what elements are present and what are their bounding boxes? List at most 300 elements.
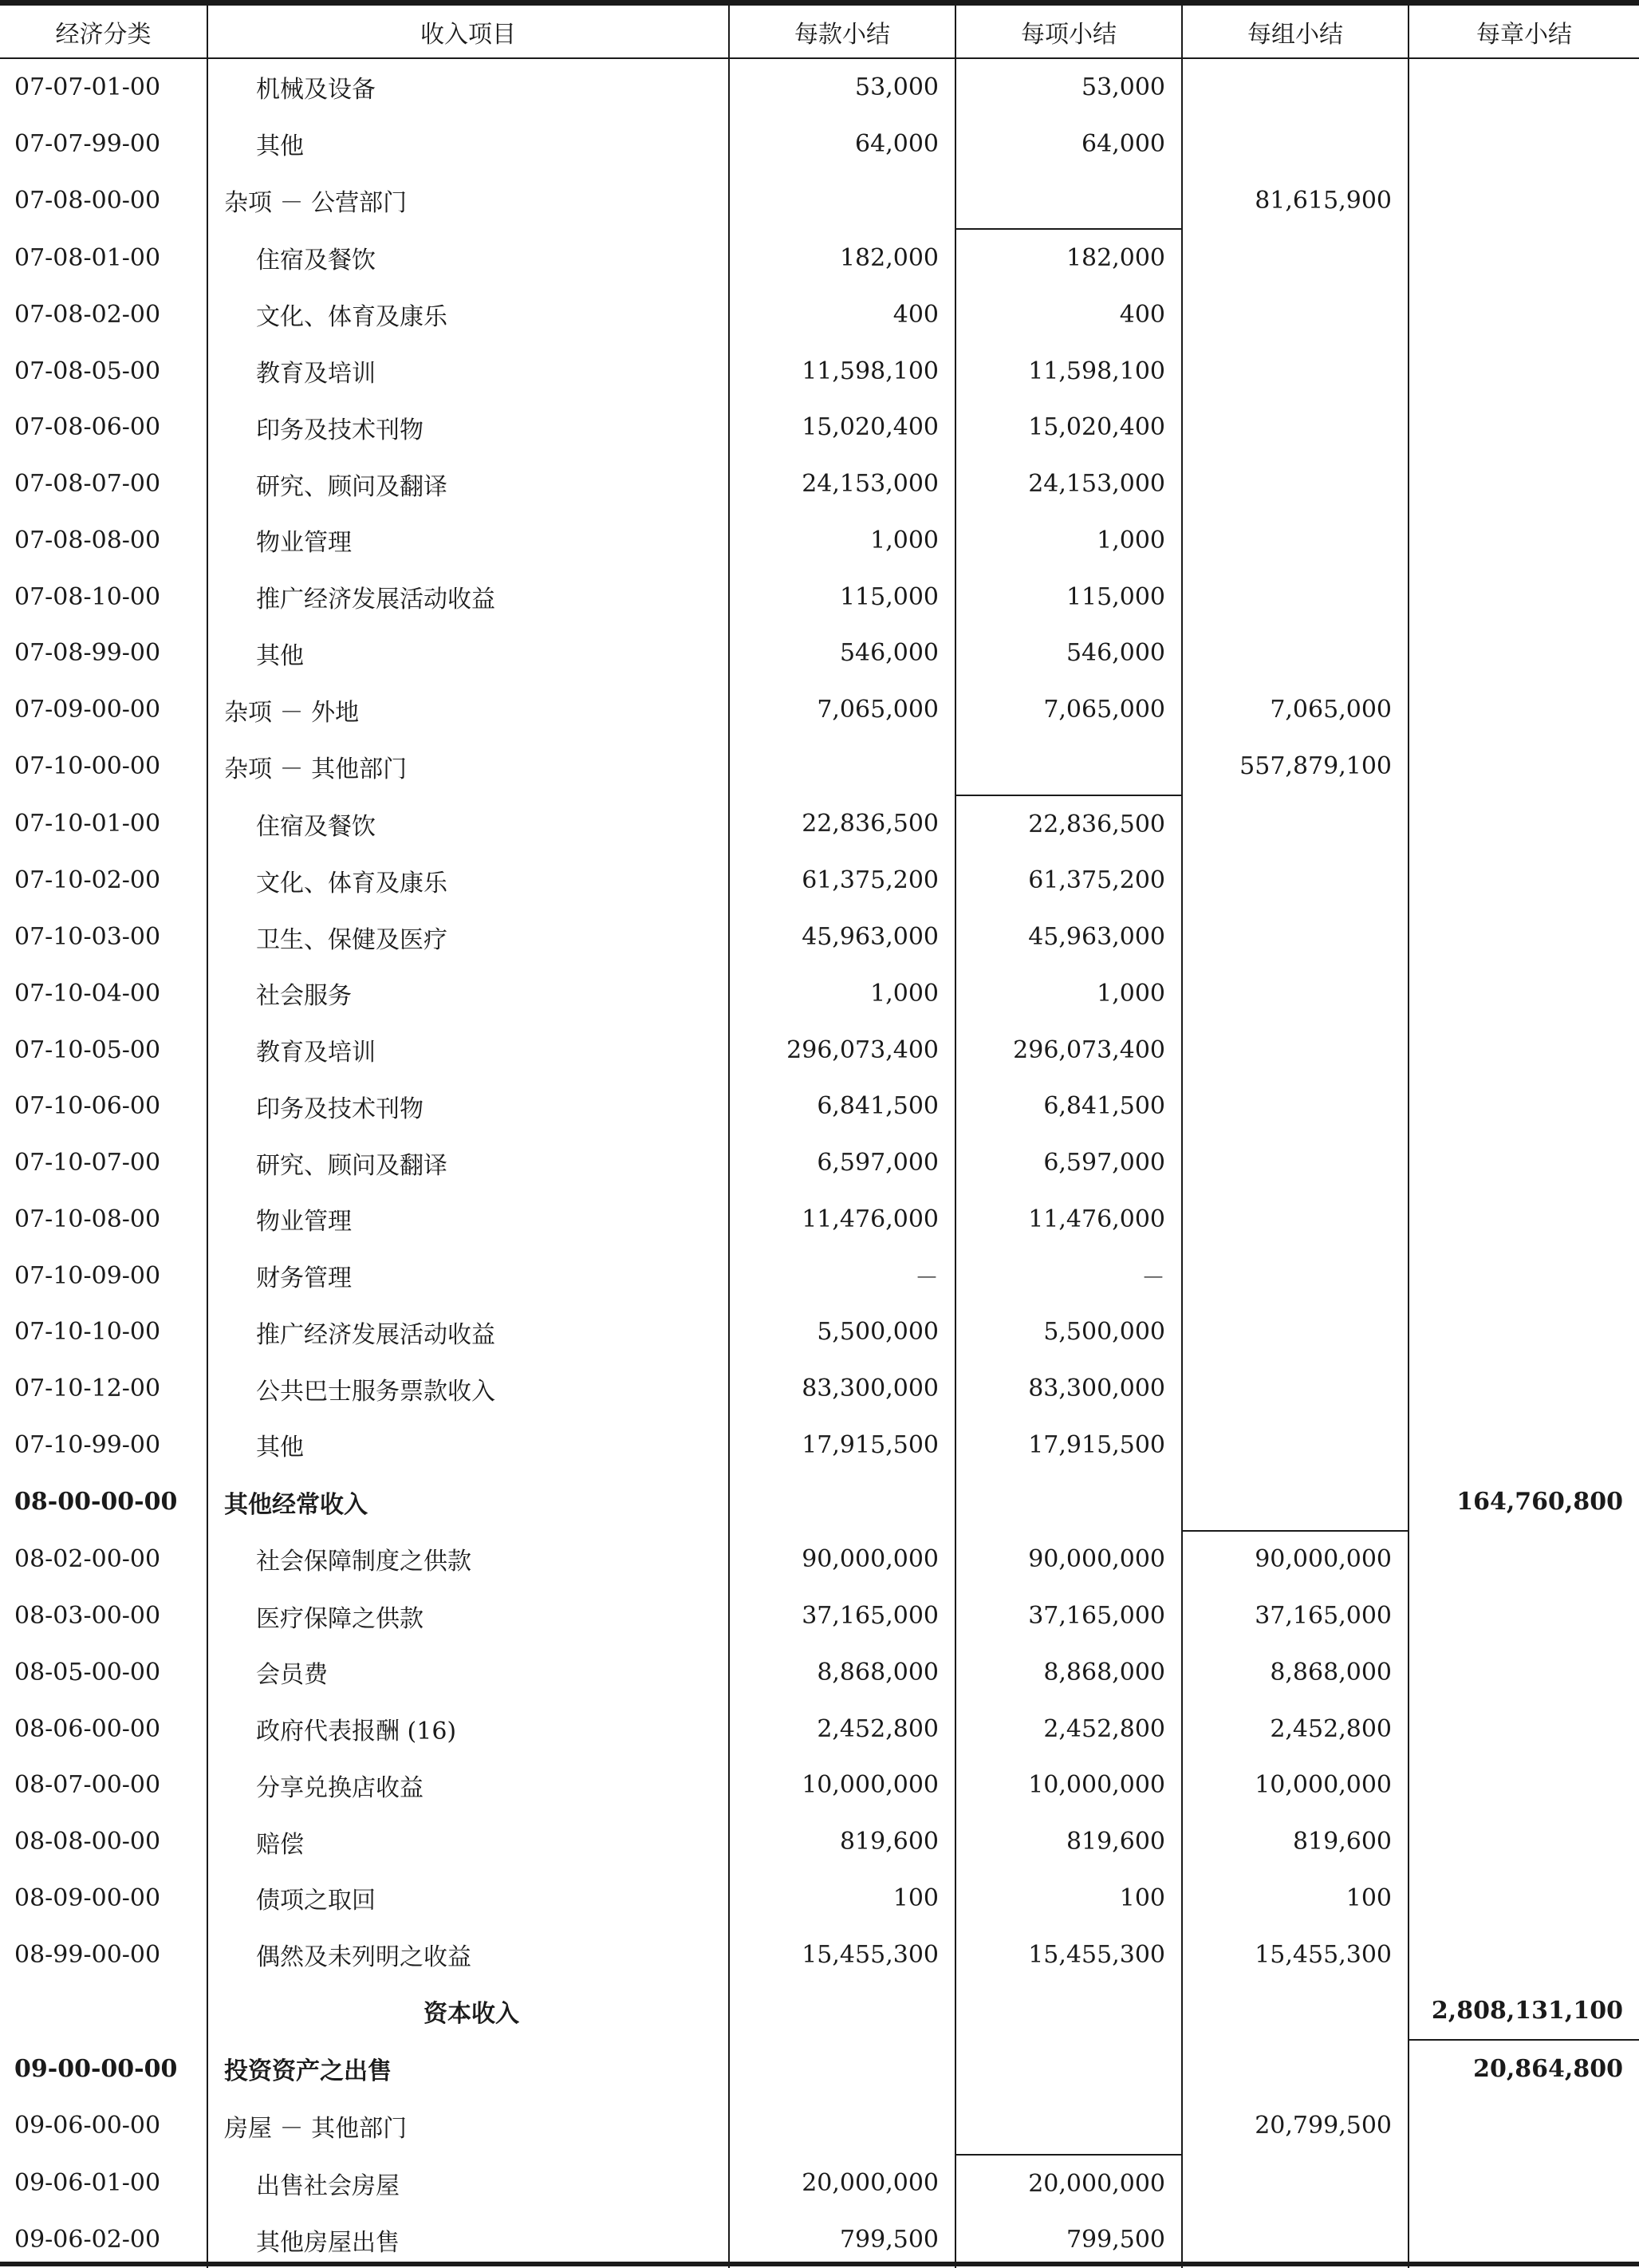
- header-subtotal-per-item: 每项小结: [955, 6, 1182, 58]
- row-article-subtotal: 8,868,000: [729, 1644, 955, 1701]
- row-code: 07-07-99-00: [0, 116, 207, 172]
- row-item-label: 其他: [224, 642, 304, 670]
- row-group-subtotal: [1182, 795, 1409, 853]
- row-item-subtotal: 17,915,500: [955, 1417, 1182, 1473]
- row-article-subtotal: 15,020,400: [729, 400, 955, 456]
- row-group-subtotal: [1182, 1360, 1409, 1417]
- table-row: [0, 456, 1639, 512]
- row-item-subtotal: 37,165,000: [955, 1588, 1182, 1644]
- row-group-subtotal: 20,799,500: [1182, 2097, 1409, 2155]
- table-row: [0, 1870, 1639, 1927]
- row-item: [207, 1191, 729, 1248]
- row-item-label: 研究、顾问及翻译: [224, 1152, 447, 1180]
- table-row: [0, 286, 1639, 343]
- row-code: 08-03-00-00: [0, 1588, 207, 1644]
- table-row: [0, 512, 1639, 569]
- row-item-label: 资本收入: [224, 2000, 519, 2028]
- row-chapter-subtotal: [1409, 1813, 1639, 1870]
- row-chapter-subtotal: [1409, 569, 1639, 625]
- row-item-label: 会员费: [224, 1661, 328, 1689]
- row-article-subtotal: 182,000: [729, 229, 955, 286]
- row-article-subtotal: 400: [729, 286, 955, 343]
- table-row: [0, 1079, 1639, 1135]
- row-item-label: 研究、顾问及翻译: [224, 473, 447, 501]
- row-item: [207, 58, 729, 116]
- row-item-label: 房屋 － 其他部门: [224, 2115, 407, 2143]
- row-item: [207, 229, 729, 286]
- table-row: [0, 625, 1639, 682]
- row-chapter-subtotal: [1409, 2155, 1639, 2212]
- row-article-subtotal: 37,165,000: [729, 1588, 955, 1644]
- header-revenue-item: 收入项目: [207, 6, 729, 58]
- row-group-subtotal: [1182, 400, 1409, 456]
- row-code: 07-10-03-00: [0, 909, 207, 965]
- row-article-subtotal: 1,000: [729, 512, 955, 569]
- row-item: [207, 1473, 729, 1531]
- row-code: 07-08-10-00: [0, 569, 207, 625]
- row-item-label: 偶然及未列明之收益: [224, 1943, 471, 1971]
- row-article-subtotal: 45,963,000: [729, 909, 955, 965]
- row-item-subtotal: 546,000: [955, 625, 1182, 682]
- table-row: [0, 1701, 1639, 1757]
- row-code: 08-99-00-00: [0, 1927, 207, 1983]
- row-group-subtotal: 81,615,900: [1182, 172, 1409, 230]
- row-chapter-subtotal: [1409, 1191, 1639, 1248]
- row-item: [207, 1588, 729, 1644]
- row-item-subtotal: 64,000: [955, 116, 1182, 172]
- table-row: [0, 2097, 1639, 2155]
- row-group-subtotal: 2,452,800: [1182, 1701, 1409, 1757]
- row-group-subtotal: 37,165,000: [1182, 1588, 1409, 1644]
- row-item-subtotal: [955, 172, 1182, 230]
- row-item-subtotal: 61,375,200: [955, 853, 1182, 909]
- row-item: [207, 909, 729, 965]
- table-row: [0, 58, 1639, 116]
- row-item-subtotal: 45,963,000: [955, 909, 1182, 965]
- row-item-subtotal: 2,452,800: [955, 1701, 1182, 1757]
- row-chapter-subtotal: [1409, 2212, 1639, 2268]
- row-item-subtotal: 11,598,100: [955, 343, 1182, 400]
- row-group-subtotal: [1182, 1079, 1409, 1135]
- row-article-subtotal: 22,836,500: [729, 795, 955, 853]
- table-row: [0, 1360, 1639, 1417]
- row-item: [207, 1701, 729, 1757]
- table-row: [0, 1531, 1639, 1588]
- row-item: [207, 1134, 729, 1191]
- row-group-subtotal: [1182, 1248, 1409, 1304]
- table-row: [0, 1927, 1639, 1983]
- table-row: [0, 1248, 1639, 1304]
- row-item-label: 其他经常收入: [224, 1491, 368, 1519]
- row-article-subtotal: 2,452,800: [729, 1701, 955, 1757]
- row-code: 08-07-00-00: [0, 1757, 207, 1814]
- row-item: [207, 1022, 729, 1079]
- row-group-subtotal: [1182, 456, 1409, 512]
- row-item: [207, 569, 729, 625]
- row-article-subtotal: 7,065,000: [729, 681, 955, 738]
- row-item: [207, 343, 729, 400]
- row-article-subtotal: －: [729, 1248, 955, 1304]
- row-group-subtotal: [1182, 1134, 1409, 1191]
- table-row: [0, 400, 1639, 456]
- row-item-subtotal: 15,020,400: [955, 400, 1182, 456]
- row-item-subtotal: 296,073,400: [955, 1022, 1182, 1079]
- table-row: [0, 229, 1639, 286]
- row-article-subtotal: [729, 172, 955, 230]
- row-group-subtotal: [1182, 58, 1409, 116]
- row-item-label: 分享兑换店收益: [224, 1774, 424, 1802]
- row-item-subtotal: 7,065,000: [955, 681, 1182, 738]
- table-header: [0, 6, 1639, 58]
- row-group-subtotal: 90,000,000: [1182, 1531, 1409, 1588]
- row-article-subtotal: 64,000: [729, 116, 955, 172]
- table-row: [0, 909, 1639, 965]
- table-row: [0, 738, 1639, 795]
- row-item-subtotal: 24,153,000: [955, 456, 1182, 512]
- row-item: [207, 1079, 729, 1135]
- table-row: [0, 2155, 1639, 2212]
- table-row: [0, 795, 1639, 853]
- row-item-subtotal: 1,000: [955, 512, 1182, 569]
- table-row: [0, 2212, 1639, 2268]
- table-row: [0, 1134, 1639, 1191]
- row-chapter-subtotal: [1409, 1417, 1639, 1473]
- row-item-subtotal: 6,841,500: [955, 1079, 1182, 1135]
- row-article-subtotal: 53,000: [729, 58, 955, 116]
- table-row: [0, 1588, 1639, 1644]
- row-item-subtotal: 22,836,500: [955, 795, 1182, 853]
- table-row: [0, 116, 1639, 172]
- header-subtotal-per-group: 每组小结: [1182, 6, 1409, 58]
- row-item: [207, 625, 729, 682]
- row-item-label: 文化、体育及康乐: [224, 870, 447, 897]
- row-item-label: 住宿及餐饮: [224, 247, 376, 274]
- row-article-subtotal: 5,500,000: [729, 1304, 955, 1361]
- row-item-subtotal: 100: [955, 1870, 1182, 1927]
- row-article-subtotal: 17,915,500: [729, 1417, 955, 1473]
- row-group-subtotal: [1182, 2155, 1409, 2212]
- row-article-subtotal: 10,000,000: [729, 1757, 955, 1814]
- row-item-subtotal: 8,868,000: [955, 1644, 1182, 1701]
- table-row: [0, 1304, 1639, 1361]
- row-chapter-subtotal: [1409, 1079, 1639, 1135]
- row-chapter-subtotal: [1409, 1927, 1639, 1983]
- row-item-subtotal: 182,000: [955, 229, 1182, 286]
- row-item-subtotal: 11,476,000: [955, 1191, 1182, 1248]
- top-rule: [0, 0, 1639, 6]
- row-code: 07-08-01-00: [0, 229, 207, 286]
- row-chapter-subtotal: [1409, 229, 1639, 286]
- row-item-subtotal: 1,000: [955, 965, 1182, 1022]
- row-code: 07-08-08-00: [0, 512, 207, 569]
- row-item-subtotal: 83,300,000: [955, 1360, 1182, 1417]
- row-group-subtotal: [1182, 116, 1409, 172]
- row-chapter-subtotal: [1409, 456, 1639, 512]
- row-article-subtotal: 90,000,000: [729, 1531, 955, 1588]
- row-group-subtotal: [1182, 625, 1409, 682]
- row-article-subtotal: 83,300,000: [729, 1360, 955, 1417]
- row-article-subtotal: 546,000: [729, 625, 955, 682]
- row-group-subtotal: 557,879,100: [1182, 738, 1409, 795]
- row-group-subtotal: [1182, 1473, 1409, 1531]
- row-item: [207, 400, 729, 456]
- row-group-subtotal: [1182, 343, 1409, 400]
- row-chapter-subtotal: [1409, 2097, 1639, 2155]
- row-chapter-subtotal: [1409, 1870, 1639, 1927]
- row-group-subtotal: [1182, 229, 1409, 286]
- row-item-label: 教育及培训: [224, 360, 376, 388]
- table-row: [0, 681, 1639, 738]
- row-item: [207, 1644, 729, 1701]
- row-item-label: 文化、体育及康乐: [224, 303, 447, 331]
- row-code: 08-06-00-00: [0, 1701, 207, 1757]
- row-item: [207, 1870, 729, 1927]
- row-code: 07-10-01-00: [0, 795, 207, 853]
- row-chapter-subtotal: [1409, 1248, 1639, 1304]
- row-group-subtotal: [1182, 569, 1409, 625]
- row-group-subtotal: [1182, 512, 1409, 569]
- row-item-subtotal: 6,597,000: [955, 1134, 1182, 1191]
- row-group-subtotal: 7,065,000: [1182, 681, 1409, 738]
- row-chapter-subtotal: [1409, 1360, 1639, 1417]
- row-chapter-subtotal: [1409, 1644, 1639, 1701]
- row-item-label: 医疗保障之供款: [224, 1605, 424, 1633]
- bottom-rule: [0, 2262, 1639, 2266]
- row-code: 08-02-00-00: [0, 1531, 207, 1588]
- table-row: [0, 343, 1639, 400]
- row-article-subtotal: 6,841,500: [729, 1079, 955, 1135]
- row-item: [207, 2040, 729, 2097]
- row-chapter-subtotal: [1409, 625, 1639, 682]
- row-group-subtotal: 10,000,000: [1182, 1757, 1409, 1814]
- row-chapter-subtotal: 2,808,131,100: [1409, 1983, 1639, 2041]
- row-item-label: 杂项 － 外地: [224, 699, 359, 727]
- row-article-subtotal: 296,073,400: [729, 1022, 955, 1079]
- row-item: [207, 1360, 729, 1417]
- row-code: 07-08-06-00: [0, 400, 207, 456]
- row-item-label: 推广经济发展活动收益: [224, 1321, 495, 1349]
- row-item: [207, 2212, 729, 2268]
- row-code: 07-10-09-00: [0, 1248, 207, 1304]
- row-chapter-subtotal: [1409, 1701, 1639, 1757]
- row-code: 07-08-07-00: [0, 456, 207, 512]
- row-code: 07-10-05-00: [0, 1022, 207, 1079]
- row-item: [207, 965, 729, 1022]
- row-article-subtotal: 20,000,000: [729, 2155, 955, 2212]
- row-chapter-subtotal: [1409, 343, 1639, 400]
- row-article-subtotal: [729, 2097, 955, 2155]
- row-item-label: 其他: [224, 132, 304, 160]
- row-code: 07-08-00-00: [0, 172, 207, 230]
- row-article-subtotal: [729, 1983, 955, 2041]
- table-row: [0, 2040, 1639, 2097]
- row-article-subtotal: 100: [729, 1870, 955, 1927]
- row-article-subtotal: 819,600: [729, 1813, 955, 1870]
- row-code: 07-10-06-00: [0, 1079, 207, 1135]
- row-item-label: 公共巴士服务票款收入: [224, 1378, 495, 1406]
- row-group-subtotal: [1182, 1417, 1409, 1473]
- table-row: [0, 1417, 1639, 1473]
- row-code: [0, 1983, 207, 2041]
- row-article-subtotal: 1,000: [729, 965, 955, 1022]
- row-group-subtotal: [1182, 965, 1409, 1022]
- row-item-subtotal: 5,500,000: [955, 1304, 1182, 1361]
- table-row: [0, 1191, 1639, 1248]
- row-item-label: 出售社会房屋: [224, 2172, 400, 2200]
- row-item-label: 社会保障制度之供款: [224, 1548, 471, 1576]
- row-item: [207, 456, 729, 512]
- row-item: [207, 172, 729, 230]
- row-item-label: 物业管理: [224, 1208, 352, 1236]
- row-code: 07-10-04-00: [0, 965, 207, 1022]
- row-item: [207, 1531, 729, 1588]
- row-item: [207, 512, 729, 569]
- table-body: [0, 58, 1639, 2268]
- row-item: [207, 738, 729, 795]
- row-group-subtotal: [1182, 286, 1409, 343]
- row-item: [207, 795, 729, 853]
- row-chapter-subtotal: [1409, 58, 1639, 116]
- row-item-label: 其他: [224, 1434, 304, 1461]
- table-row: [0, 1983, 1639, 2041]
- row-chapter-subtotal: [1409, 795, 1639, 853]
- row-item: [207, 286, 729, 343]
- table-row: [0, 569, 1639, 625]
- row-item-subtotal: 819,600: [955, 1813, 1182, 1870]
- header-economic-class: 经济分类: [0, 6, 207, 58]
- row-item-subtotal: 53,000: [955, 58, 1182, 116]
- row-article-subtotal: [729, 2040, 955, 2097]
- row-group-subtotal: 819,600: [1182, 1813, 1409, 1870]
- row-code: 07-07-01-00: [0, 58, 207, 116]
- table-row: [0, 1644, 1639, 1701]
- row-code: 07-10-00-00: [0, 738, 207, 795]
- row-chapter-subtotal: [1409, 1304, 1639, 1361]
- row-item-label: 印务及技术刊物: [224, 1095, 424, 1123]
- row-article-subtotal: 15,455,300: [729, 1927, 955, 1983]
- row-code: 08-00-00-00: [0, 1473, 207, 1531]
- row-item-label: 物业管理: [224, 529, 352, 557]
- row-item-label: 机械及设备: [224, 76, 376, 104]
- row-code: 09-06-02-00: [0, 2212, 207, 2268]
- row-item-subtotal: 799,500: [955, 2212, 1182, 2268]
- row-code: 09-00-00-00: [0, 2040, 207, 2097]
- row-chapter-subtotal: [1409, 286, 1639, 343]
- table-row: [0, 965, 1639, 1022]
- row-code: 08-05-00-00: [0, 1644, 207, 1701]
- table-row: [0, 1757, 1639, 1814]
- row-item: [207, 1983, 729, 2041]
- header-subtotal-per-article: 每款小结: [729, 6, 955, 58]
- row-chapter-subtotal: 164,760,800: [1409, 1473, 1639, 1531]
- row-item-label: 推广经济发展活动收益: [224, 586, 495, 613]
- row-item-subtotal: 115,000: [955, 569, 1182, 625]
- row-item-label: 印务及技术刊物: [224, 416, 424, 444]
- row-chapter-subtotal: [1409, 1588, 1639, 1644]
- row-item: [207, 116, 729, 172]
- row-group-subtotal: [1182, 2040, 1409, 2097]
- row-article-subtotal: 24,153,000: [729, 456, 955, 512]
- row-group-subtotal: [1182, 1304, 1409, 1361]
- row-code: 07-08-05-00: [0, 343, 207, 400]
- row-item-label: 债项之取回: [224, 1887, 376, 1915]
- row-group-subtotal: [1182, 1022, 1409, 1079]
- row-article-subtotal: 115,000: [729, 569, 955, 625]
- row-chapter-subtotal: [1409, 400, 1639, 456]
- row-item: [207, 1813, 729, 1870]
- row-code: 07-09-00-00: [0, 681, 207, 738]
- row-item-subtotal: [955, 738, 1182, 795]
- table-row: [0, 1473, 1639, 1531]
- row-chapter-subtotal: [1409, 681, 1639, 738]
- row-code: 07-10-08-00: [0, 1191, 207, 1248]
- row-chapter-subtotal: [1409, 116, 1639, 172]
- row-item-subtotal: [955, 1983, 1182, 2041]
- row-article-subtotal: 6,597,000: [729, 1134, 955, 1191]
- table-row: [0, 172, 1639, 230]
- row-item-label: 住宿及餐饮: [224, 813, 376, 841]
- row-item: [207, 2097, 729, 2155]
- row-item: [207, 1417, 729, 1473]
- row-chapter-subtotal: [1409, 172, 1639, 230]
- table-row: [0, 1022, 1639, 1079]
- row-item: [207, 1248, 729, 1304]
- row-code: 07-10-99-00: [0, 1417, 207, 1473]
- row-group-subtotal: [1182, 1983, 1409, 2041]
- row-item: [207, 2155, 729, 2212]
- row-group-subtotal: [1182, 1191, 1409, 1248]
- row-code: 08-09-00-00: [0, 1870, 207, 1927]
- row-item-label: 教育及培训: [224, 1039, 376, 1067]
- row-chapter-subtotal: [1409, 738, 1639, 795]
- row-chapter-subtotal: [1409, 1134, 1639, 1191]
- row-item: [207, 1757, 729, 1814]
- row-article-subtotal: 61,375,200: [729, 853, 955, 909]
- row-item: [207, 1927, 729, 1983]
- row-code: 07-10-12-00: [0, 1360, 207, 1417]
- row-item-label: 杂项 － 其他部门: [224, 755, 407, 783]
- row-group-subtotal: 100: [1182, 1870, 1409, 1927]
- row-group-subtotal: [1182, 909, 1409, 965]
- row-group-subtotal: 15,455,300: [1182, 1927, 1409, 1983]
- row-code: 09-06-00-00: [0, 2097, 207, 2155]
- row-item-subtotal: [955, 1473, 1182, 1531]
- row-article-subtotal: [729, 1473, 955, 1531]
- row-item-subtotal: [955, 2040, 1182, 2097]
- row-article-subtotal: [729, 738, 955, 795]
- row-item-label: 社会服务: [224, 982, 352, 1010]
- row-code: 07-10-10-00: [0, 1304, 207, 1361]
- row-code: 07-08-02-00: [0, 286, 207, 343]
- row-item-subtotal: 400: [955, 286, 1182, 343]
- row-chapter-subtotal: [1409, 1022, 1639, 1079]
- row-chapter-subtotal: [1409, 512, 1639, 569]
- row-chapter-subtotal: [1409, 965, 1639, 1022]
- row-code: 07-10-07-00: [0, 1134, 207, 1191]
- revenue-table: [0, 6, 1639, 2268]
- row-chapter-subtotal: [1409, 909, 1639, 965]
- row-article-subtotal: 799,500: [729, 2212, 955, 2268]
- row-code: 07-08-99-00: [0, 625, 207, 682]
- row-item-subtotal: －: [955, 1248, 1182, 1304]
- row-item-subtotal: 15,455,300: [955, 1927, 1182, 1983]
- row-group-subtotal: 8,868,000: [1182, 1644, 1409, 1701]
- row-group-subtotal: [1182, 2212, 1409, 2268]
- row-item-label: 赔偿: [224, 1831, 304, 1859]
- row-group-subtotal: [1182, 853, 1409, 909]
- row-item: [207, 853, 729, 909]
- row-item-subtotal: 10,000,000: [955, 1757, 1182, 1814]
